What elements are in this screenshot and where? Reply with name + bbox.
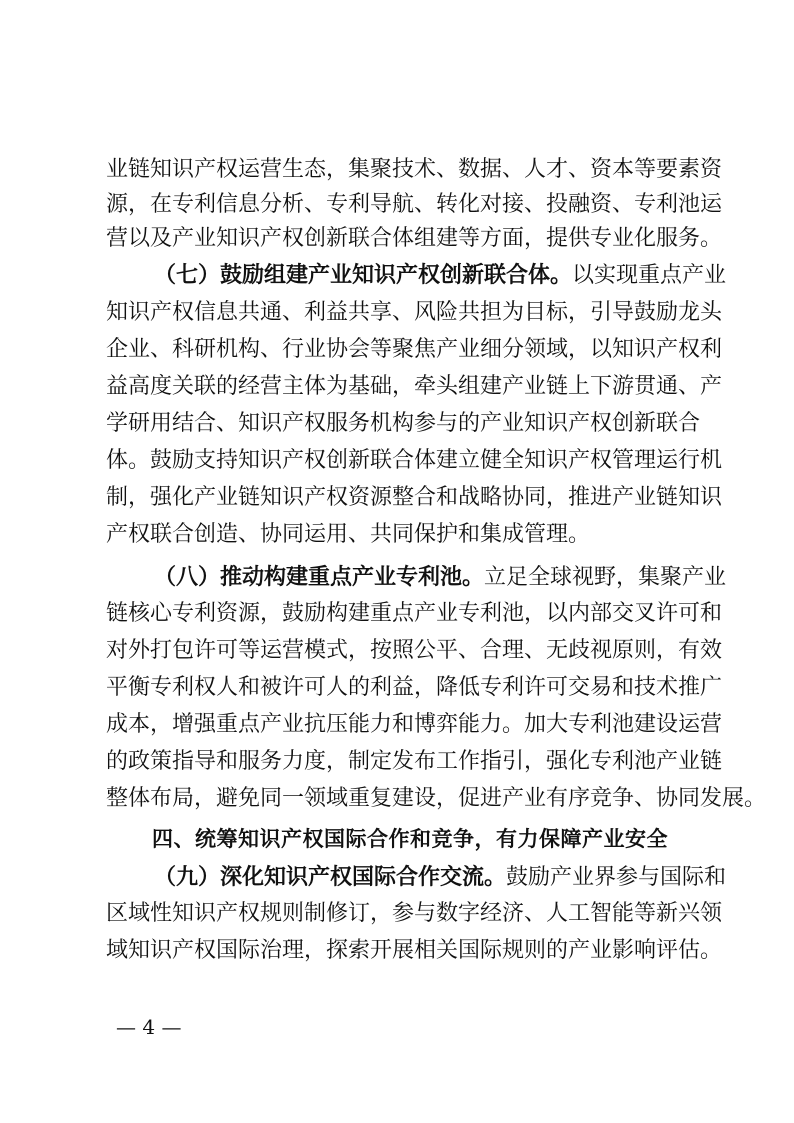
section-8-title: （八）推动构建重点产业专利池。 bbox=[154, 564, 485, 590]
body-text: 鼓励产业界参与国际和 bbox=[506, 865, 727, 890]
body-line: 制，强化产业链知识产权资源整合和战略协同，推进产业链知识 bbox=[106, 485, 723, 510]
body-line: 业链知识产权运营生态，集聚技术、数据、人才、资本等要素资 bbox=[106, 157, 723, 182]
body-line: 成本，增强重点产业抗压能力和博弈能力。加大专利池建设运营 bbox=[106, 712, 723, 737]
body-line: 体。鼓励支持知识产权创新联合体建立健全知识产权管理运行机 bbox=[106, 448, 723, 473]
body-text: 以实现重点产业 bbox=[572, 263, 727, 288]
body-line: 益高度关联的经营主体为基础，牵头组建产业链上下游贯通、产 bbox=[106, 374, 723, 399]
body-line: 域知识产权国际治理，探索开展相关国际规则的产业影响评估。 bbox=[106, 938, 723, 963]
body-text: 立足全球视野，集聚产业 bbox=[484, 565, 727, 590]
body-line: 企业、科研机构、行业协会等聚焦产业细分领域，以知识产权利 bbox=[106, 337, 723, 362]
body-line: 的政策指导和服务力度，制定发布工作指引，强化专利池产业链 bbox=[106, 749, 723, 774]
section-9-first-line bbox=[154, 860, 727, 894]
body-line: 链核心专利资源，鼓励构建重点产业专利池，以内部交叉许可和 bbox=[106, 601, 723, 626]
body-line: 产权联合创造、协同运用、共同保护和集成管理。 bbox=[106, 522, 591, 547]
body-line: 营以及产业知识产权创新联合体组建等方面，提供专业化服务。 bbox=[106, 226, 723, 251]
page-number: — 4 — bbox=[116, 1015, 182, 1039]
body-line: 对外打包许可等运营模式，按照公平、合理、无歧视原则，有效 bbox=[106, 638, 723, 663]
body-line: 区域性知识产权规则制修订，参与数字经济、人工智能等新兴领 bbox=[106, 901, 723, 926]
body-line: 源，在专利信息分析、专利导航、转化对接、投融资、专利池运 bbox=[106, 192, 723, 217]
body-line: 知识产权信息共通、利益共享、风险共担为目标，引导鼓励龙头 bbox=[106, 300, 723, 325]
section-7-title: （七）鼓励组建产业知识产权创新联合体。 bbox=[154, 262, 573, 288]
section-7-first-line bbox=[154, 258, 727, 292]
body-line: 学研用结合、知识产权服务机构参与的产业知识产权创新联合 bbox=[106, 411, 701, 436]
section-9-title: （九）深化知识产权国际合作交流。 bbox=[154, 864, 507, 890]
body-line: 整体布局，避免同一领域重复建设，促进产业有序竞争、协同发展。 bbox=[106, 786, 767, 811]
body-line: 平衡专利权人和被许可人的利益，降低专利许可交易和技术推广 bbox=[106, 675, 723, 700]
section-8-first-line bbox=[154, 560, 727, 594]
chapter-4-heading: 四、统筹知识产权国际合作和竞争，有力保障产业安全 bbox=[152, 827, 668, 851]
